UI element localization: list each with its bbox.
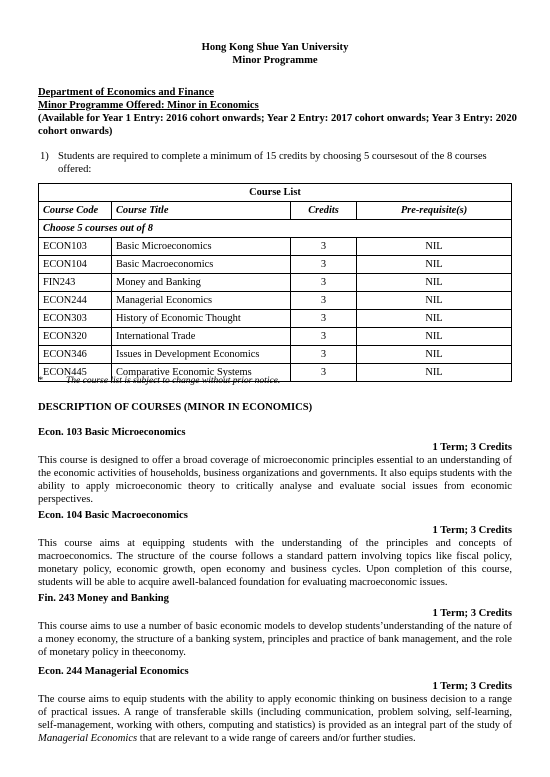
course-list-table — [38, 183, 512, 382]
footnote-text: The course list is subject to change without prior notice. — [66, 376, 281, 386]
programme-title: Minor Programme — [232, 55, 318, 66]
course-title: Econ. 104 Basic Macroeconomics — [38, 510, 188, 521]
cell-prerequisite: NIL — [357, 346, 512, 364]
table-row — [39, 328, 512, 346]
course-block — [38, 426, 512, 506]
table-body — [39, 238, 512, 382]
cell-course-code: ECON346 — [39, 346, 112, 364]
cell-course-code: FIN243 — [39, 274, 112, 292]
cell-prerequisite: NIL — [357, 310, 512, 328]
department-block — [38, 86, 518, 138]
cell-course-title: Basic Microeconomics — [112, 238, 291, 256]
table-row — [39, 346, 512, 364]
table-row — [39, 256, 512, 274]
cell-prerequisite: NIL — [357, 274, 512, 292]
university-name: Hong Kong Shue Yan University — [201, 42, 349, 53]
cell-credits: 3 — [291, 328, 357, 346]
cell-credits: 3 — [291, 310, 357, 328]
cell-course-title: Basic Macroeconomics — [112, 256, 291, 274]
header-credits: Credits — [291, 202, 357, 220]
cell-course-title: Managerial Economics — [112, 292, 291, 310]
cell-credits: 3 — [291, 274, 357, 292]
cell-course-code: ECON320 — [39, 328, 112, 346]
footnote-mark: * — [38, 376, 43, 386]
cell-course-code: ECON303 — [39, 310, 112, 328]
cell-course-title: History of Economic Thought — [112, 310, 291, 328]
cell-prerequisite: NIL — [357, 292, 512, 310]
course-credit: 1 Term; 3 Credits — [432, 525, 512, 536]
table-row — [39, 310, 512, 328]
requirement-item — [40, 150, 515, 176]
cell-prerequisite: NIL — [357, 364, 512, 382]
availability-note: (Available for Year 1 Entry: 2016 cohort onwards; Year 2 Entry: 2017 cohort onwards; Year 3 Entry: 2020 cohort onwards) — [38, 113, 517, 137]
cell-course-title: International Trade — [112, 328, 291, 346]
course-block — [38, 509, 512, 589]
course-description-text-end: that are relevant to a wide range of careers and/or further studies. — [137, 733, 416, 744]
table-title: Course List — [39, 184, 512, 202]
course-description — [38, 693, 512, 745]
cell-credits: 3 — [291, 238, 357, 256]
course-description: This course is designed to offer a broad coverage of microeconomic principles essential to an understanding of the economic activities of households, business organizations and governments. It also equips students with the ability to apply microeconomic theory to critically analyse and evaluate social issues from economic perspectives. — [38, 455, 512, 505]
header-prerequisites: Pre-requisite(s) — [357, 202, 512, 220]
course-description-emphasis: Managerial Economics — [38, 733, 138, 744]
cell-course-code: ECON244 — [39, 292, 112, 310]
cell-course-title: Money and Banking — [112, 274, 291, 292]
requirement-number: 1) — [40, 151, 49, 162]
footnote — [38, 375, 280, 388]
cell-course-code: ECON103 — [39, 238, 112, 256]
cell-credits: 3 — [291, 256, 357, 274]
course-description: This course aims at equipping students with the understanding of the principles and concepts of macroeconomics. The structure of the course follows a standard pattern involving topics like fiscal policy, monetary policy, economic growth, open economy and business cycles. Upon completion of this course, students will be able to acquire awell-balanced foundation for evaluating macroeconomic issues. — [38, 538, 512, 588]
cell-prerequisite: NIL — [357, 256, 512, 274]
cell-credits: 3 — [291, 364, 357, 382]
cell-course-title: Issues in Development Economics — [112, 346, 291, 364]
cell-prerequisite: NIL — [357, 328, 512, 346]
table-row — [39, 274, 512, 292]
table-row — [39, 238, 512, 256]
course-description-text: The course aims to equip students with the ability to apply economic thinking on business decision to a range of practical issues. A range of transferable skills (including communication, problem solving, self-learning, self-management, working with others, computing and statistics) is provided as an integral part of the study of — [38, 694, 512, 731]
course-block — [38, 665, 512, 745]
table-row — [39, 292, 512, 310]
requirement-text: Students are required to complete a minimum of 15 credits by choosing 5 coursesout of the 8 courses offered: — [58, 151, 487, 175]
programme-offered: Minor Programme Offered: Minor in Economics — [38, 100, 259, 111]
course-credit: 1 Term; 3 Credits — [432, 442, 512, 453]
cell-credits: 3 — [291, 346, 357, 364]
course-title: Fin. 243 Money and Banking — [38, 593, 169, 604]
header-course-title: Course Title — [112, 202, 291, 220]
choose-label: Choose 5 courses out of 8 — [39, 220, 512, 238]
cell-course-code: ECON104 — [39, 256, 112, 274]
section-title: DESCRIPTION OF COURSES (MINOR IN ECONOMICS) — [38, 402, 313, 413]
course-credit: 1 Term; 3 Credits — [432, 681, 512, 692]
cell-course-title: Comparative Economic Systems — [112, 364, 291, 382]
course-credit: 1 Term; 3 Credits — [432, 608, 512, 619]
cell-prerequisite: NIL — [357, 238, 512, 256]
header-course-code: Course Code — [39, 202, 112, 220]
cell-credits: 3 — [291, 292, 357, 310]
course-description: This course aims to use a number of basic economic models to develop students’understanding of the nature of a money economy, the structure of a banking system, principles and practice of bank management, and the role of monetary policy in theeconomy. — [38, 621, 512, 658]
course-block — [38, 592, 512, 659]
cell-course-code: ECON445 — [39, 364, 112, 382]
course-title: Econ. 244 Managerial Economics — [38, 666, 189, 677]
department-name: Department of Economics and Finance — [38, 87, 214, 98]
course-title: Econ. 103 Basic Microeconomics — [38, 427, 186, 438]
